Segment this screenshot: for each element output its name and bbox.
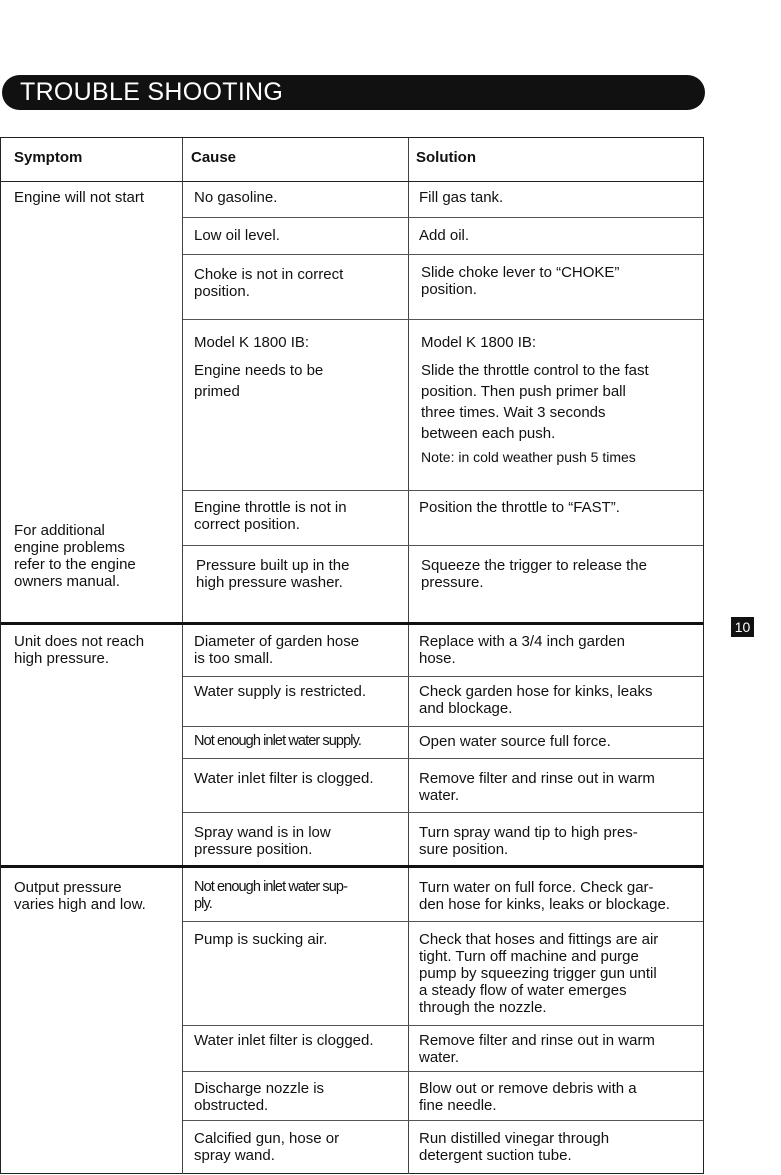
column-divider (408, 138, 409, 1174)
symptom-note: For additional engine problems refer to the engine owners manual. (14, 522, 136, 590)
solution-cell: Check that hoses and fittings are air tight. Turn off machine and purge pump by squeezing trigger gun until a steady flow of water emerges through the nozzle. (419, 931, 659, 1016)
solution-cell: Blow out or remove debris with a fine needle. (419, 1080, 637, 1114)
solution-cell: Open water source full force. (419, 733, 611, 750)
solution-cell: Replace with a 3/4 inch garden hose. (419, 633, 625, 667)
row-divider (183, 217, 703, 218)
row-divider (183, 319, 703, 320)
cause-cell: Water supply is restricted. (194, 683, 366, 700)
group-divider (1, 865, 703, 868)
header-divider (1, 181, 703, 182)
row-divider (183, 1025, 703, 1026)
header-cause: Cause (191, 149, 237, 166)
cause-cell: Diameter of garden hose is too small. (194, 633, 360, 667)
solution-cell: Run distilled vinegar through detergent suction tube. (419, 1130, 610, 1164)
cause-cell: Not enough inlet water supply. (194, 733, 361, 749)
solution-cell: Fill gas tank. (419, 189, 504, 206)
cause-cell: Water inlet filter is clogged. (194, 1032, 374, 1049)
row-divider (183, 758, 703, 759)
solution-cell: Turn spray wand tip to high pres- sure position. (419, 824, 638, 858)
column-divider (182, 138, 183, 1174)
cause-cell: No gasoline. (194, 189, 278, 206)
cause-cell: Spray wand is in low pressure position. (194, 824, 331, 858)
section-banner (2, 75, 705, 110)
cause-cell: Calcified gun, hose or spray wand. (194, 1130, 340, 1164)
section-title: TROUBLE SHOOTING (20, 78, 284, 106)
row-divider (183, 254, 703, 255)
row-divider (183, 812, 703, 813)
cause-cell: Pump is sucking air. (194, 931, 328, 948)
cause-model: Model K 1800 IB: (194, 334, 310, 351)
solution-cell: Position the throttle to “FAST”. (419, 499, 620, 516)
solution-cell: Remove filter and rinse out in warm water. (419, 770, 655, 804)
solution-cell: Squeeze the trigger to release the pressure. (421, 557, 647, 591)
cause-cell: Choke is not in correct position. (194, 266, 344, 300)
header-solution: Solution (416, 149, 476, 166)
row-divider (183, 1120, 703, 1121)
header-symptom: Symptom (14, 149, 83, 166)
solution-cell: Remove filter and rinse out in warm water. (419, 1032, 655, 1066)
row-divider (183, 545, 703, 546)
solution-cell: Check garden hose for kinks, leaks and blockage. (419, 683, 653, 717)
troubleshooting-table (0, 137, 704, 1174)
cause-cell: Not enough inlet water sup- ply. (194, 879, 348, 912)
cause-cell: Engine throttle is not in correct position. (194, 499, 347, 533)
group-divider (1, 622, 703, 625)
cause-cell: Pressure built up in the high pressure washer. (196, 557, 350, 591)
solution-model: Model K 1800 IB: (421, 334, 537, 351)
cause-cell: Engine needs to be primed (194, 362, 324, 400)
solution-cell: Slide choke lever to “CHOKE” position. (421, 264, 620, 298)
cause-cell: Water inlet filter is clogged. (194, 770, 374, 787)
row-divider (183, 726, 703, 727)
cause-cell: Discharge nozzle is obstructed. (194, 1080, 325, 1114)
solution-note: Note: in cold weather push 5 times (421, 449, 636, 465)
solution-cell: Add oil. (419, 227, 470, 244)
row-divider (183, 490, 703, 491)
solution-cell: Turn water on full force. Check gar- den hose for kinks, leaks or blockage. (419, 879, 670, 913)
symptom-varying-pressure: Output pressure varies high and low. (14, 879, 146, 913)
solution-cell: Slide the throttle control to the fast position. Then push primer ball three times. Wait 3 seconds between each push. (421, 362, 649, 442)
row-divider (183, 676, 703, 677)
row-divider (183, 1071, 703, 1072)
page-number-badge: 10 (731, 617, 754, 637)
symptom-engine-start: Engine will not start (14, 189, 145, 206)
cause-cell: Low oil level. (194, 227, 280, 244)
symptom-low-pressure: Unit does not reach high pressure. (14, 633, 145, 667)
row-divider (183, 921, 703, 922)
